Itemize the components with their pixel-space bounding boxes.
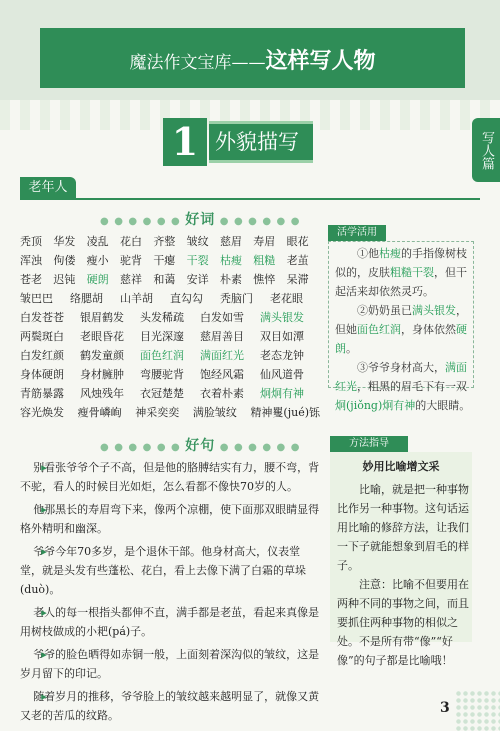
word-row [20, 308, 320, 327]
word: 和蔼 [153, 273, 176, 286]
word: 神采奕奕 [135, 406, 180, 419]
method-paragraph: 注意：比喻不但要用在两种不同的事物之间，而且要抓住两种事物的相似之处。不是所有带“像”“好像”的句子都是比喻哦！ [337, 578, 469, 667]
book-title [40, 44, 465, 75]
practice-segment: ，但她 [335, 304, 467, 336]
practice-segment: ，身体依然 [401, 323, 456, 336]
word: 目光深邃 [140, 330, 184, 343]
word: 干瘪 [153, 254, 176, 267]
word-row [20, 365, 320, 384]
highlighted-word: 炯炯有神 [260, 387, 304, 400]
word: 头发稀疏 [140, 311, 184, 324]
practice-keyword: 炯(jiǒng)炯有神 [335, 399, 416, 412]
practice-text [335, 244, 471, 415]
good-sentence: ▸ 别看张爷爷个子不高，但是他的胳膊结实有力，腰不弯，背不驼，看人的时候目光如炬，怎么看都不像快70岁的人。 [20, 458, 320, 496]
highlighted-word: 满头银发 [260, 311, 304, 324]
good-sentence: ▸ 爷爷的脸色晒得如赤铜一般，上面刻着深沟似的皱纹，这是岁月留下的印记。 [20, 645, 320, 683]
word: 白发红颜 [20, 349, 64, 362]
highlighted-word: 满面红光 [200, 349, 244, 362]
word: 络腮胡 [70, 292, 103, 305]
good-words-heading: ● ● ● ● ● ● 好词 ● ● ● ● ● ● [100, 212, 301, 228]
word: 白发苍苍 [20, 311, 64, 324]
word: 齐整 [153, 235, 176, 248]
word-row [20, 289, 320, 308]
chapter-heading [163, 118, 313, 166]
word: 饱经风霜 [200, 368, 244, 381]
book-title-main: 这样写人物 [265, 48, 376, 74]
practice-segment: 的手指像树枝似的，皮肤 [335, 247, 467, 279]
practice-item [335, 358, 471, 415]
word: 老态龙钟 [260, 349, 304, 362]
highlighted-word: 干裂 [186, 254, 209, 267]
word: 老眼昏花 [80, 330, 124, 343]
word: 皱巴巴 [20, 292, 53, 305]
method-tab: 方法指导 [330, 436, 408, 452]
word-row [20, 384, 320, 403]
word: 花白 [119, 235, 142, 248]
practice-keyword: 粗糙干裂 [390, 266, 434, 279]
word: 慈眉 [219, 235, 242, 248]
practice-item [335, 301, 471, 358]
side-tab-category[interactable]: 写人篇 [472, 118, 500, 182]
word: 风烛残年 [80, 387, 124, 400]
word: 凌乱 [86, 235, 109, 248]
practice-segment: 的大眼睛。 [415, 399, 471, 412]
good-sentence: ▸ 随着岁月的推移，爷爷脸上的皱纹越来越明显了，就像又黄又老的苦瓜的纹路。 [20, 687, 320, 725]
page-number: 3 [440, 700, 450, 716]
method-title: 妙用比喻增文采 [362, 460, 440, 473]
word: 容光焕发 [20, 406, 64, 419]
word: 青筋暴露 [20, 387, 64, 400]
word: 秃脑门 [220, 292, 253, 305]
word-row [20, 403, 320, 422]
highlighted-word: 面色红润 [140, 349, 184, 362]
good-sentence: ▸ 他那黑长的寿眉弯下来，像两个凉棚，使下面那双眼睛显得格外精明和幽深。 [20, 500, 320, 538]
word: 山羊胡 [120, 292, 153, 305]
word: 迟钝 [53, 273, 76, 286]
practice-item [335, 244, 471, 301]
word-row [20, 251, 320, 270]
word: 衣冠楚楚 [140, 387, 184, 400]
chapter-number: 1 [163, 118, 207, 166]
word: 瘦小 [86, 254, 109, 267]
good-words-label: 好词 [185, 212, 216, 228]
word: 佝偻 [53, 254, 76, 267]
word: 精神矍(jué)铄 [250, 406, 321, 419]
method-paragraph: 比喻，就是把一种事物比作另一种事物。这句话运用比喻的修辞方法，让我们一下子就能想象到眉毛的样子。 [337, 483, 469, 572]
word-row [20, 270, 320, 289]
good-sentences-heading: ● ● ● ● ● ● 好句 ● ● ● ● ● ● [100, 438, 301, 454]
word: 浑浊 [20, 254, 42, 267]
word: 仙风道骨 [260, 368, 304, 381]
word-row [20, 346, 320, 365]
word: 银眉鹤发 [80, 311, 124, 324]
word: 直勾勾 [170, 292, 203, 305]
practice-segment: 。 [346, 342, 357, 355]
practice-segment: ，但干起活来却依然灵巧。 [335, 266, 467, 298]
book-title-prefix: 魔法作文宝库—— [129, 53, 266, 73]
word: 身材臃肿 [80, 368, 124, 381]
good-words-list [20, 232, 320, 422]
highlighted-word: 硬朗 [86, 273, 109, 286]
word-row [20, 327, 320, 346]
word: 身体硬朗 [20, 368, 64, 381]
word: 华发 [53, 235, 76, 248]
word: 寿眉 [253, 235, 276, 248]
word: 老花眼 [270, 292, 303, 305]
good-sentence: ▸ 老人的每一根指头都伸不直，满手都是老茧，看起来真像是用树枝做成的小耙(pá)子。 [20, 603, 320, 641]
word: 弯腰驼背 [140, 368, 184, 381]
word: 朴素 [219, 273, 242, 286]
word: 秃顶 [20, 235, 42, 248]
practice-keyword: 枯瘦 [379, 247, 401, 260]
word: 呆滞 [286, 273, 309, 286]
word: 驼背 [119, 254, 142, 267]
corner-dots-decoration [455, 690, 500, 731]
good-sentences-list [20, 458, 320, 729]
word: 苍老 [20, 273, 42, 286]
chapter-title: 外貌描写 [209, 121, 313, 163]
word: 白发如雪 [200, 311, 244, 324]
word: 慈祥 [119, 273, 142, 286]
section-rule [20, 198, 480, 200]
highlighted-word: 枯瘦 [219, 254, 242, 267]
practice-segment: ，粗黑的眉毛下有一双 [357, 380, 467, 393]
method-text [337, 480, 469, 670]
word: 皱纹 [186, 235, 209, 248]
word: 慈眉善目 [200, 330, 244, 343]
practice-segment: ①他 [357, 247, 379, 260]
practice-keyword: 面色红润 [357, 323, 401, 336]
practice-segment: ②奶奶虽已 [357, 304, 412, 317]
word: 双目如潭 [260, 330, 304, 343]
practice-keyword: 满头银发 [412, 304, 456, 317]
word: 瘦骨嶙峋 [77, 406, 122, 419]
practice-keyword: 硬朗 [335, 323, 467, 355]
practice-keyword: 满面红光 [335, 361, 467, 393]
subsection-tab: 老年人 [20, 177, 76, 199]
word: 衣着朴素 [200, 387, 244, 400]
word: 鹤发童颜 [80, 349, 124, 362]
word: 两鬓斑白 [20, 330, 64, 343]
good-sentences-label: 好句 [185, 438, 216, 454]
practice-tab: 活学活用 [328, 225, 386, 241]
practice-segment: ③爷爷身材高大， [357, 361, 445, 374]
word: 憔悴 [253, 273, 276, 286]
word: 安详 [186, 273, 209, 286]
highlighted-word: 粗糙 [253, 254, 276, 267]
word: 老茧 [286, 254, 309, 267]
word-row [20, 232, 320, 251]
word: 眼花 [286, 235, 309, 248]
good-sentence: ▸ 爷爷今年70多岁，是个退休干部。他身材高大，仪表堂堂，就是头发有些蓬松、花白，看上去像下满了白霜的草垛(duò)。 [20, 542, 320, 599]
word: 满脸皱纹 [192, 406, 237, 419]
